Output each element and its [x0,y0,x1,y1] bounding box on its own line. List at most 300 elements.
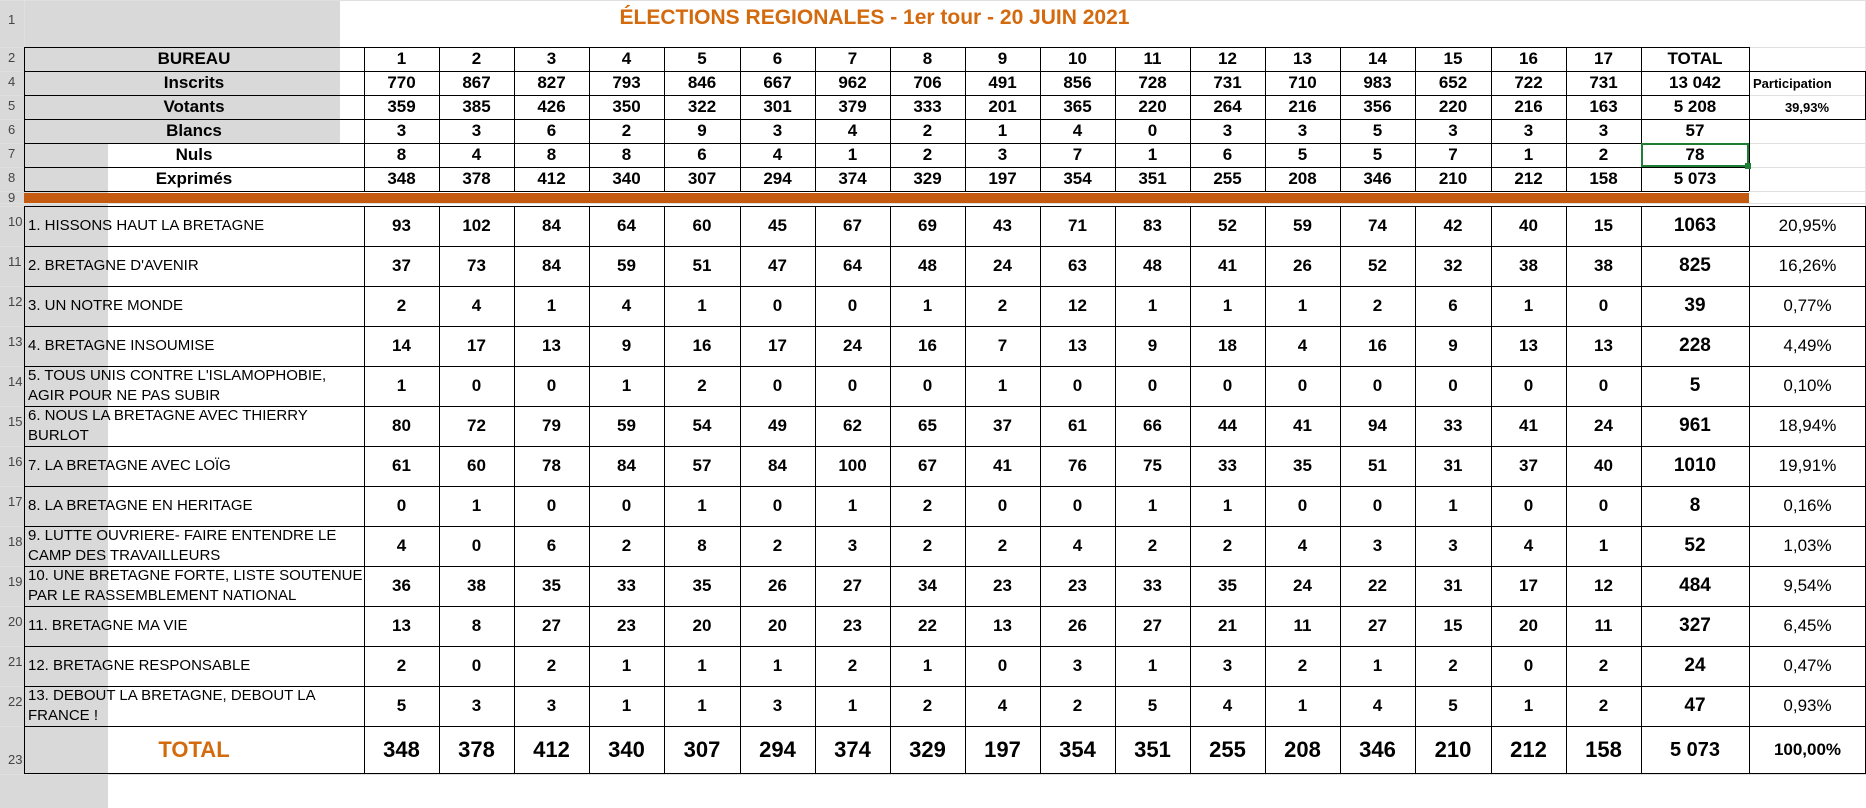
list-cell[interactable]: 0 [922,376,933,395]
header-bureau-number[interactable]: 14 [1368,49,1387,68]
list-cell[interactable]: 32 [1443,256,1463,275]
list-cell[interactable]: 80 [392,416,411,435]
fill-handle[interactable] [1745,163,1751,169]
list-percentage[interactable]: 9,54% [1783,576,1832,595]
list-cell[interactable]: 4 [396,536,407,555]
list-cell[interactable]: 0 [1523,656,1534,675]
list-percentage[interactable]: 16,26% [1778,256,1837,275]
list-cell[interactable]: 79 [542,416,561,435]
list-cell[interactable]: 0 [1598,296,1609,315]
header-bureau-number[interactable]: 4 [621,49,632,68]
stat-cell[interactable]: 4 [772,145,783,164]
stat-cell[interactable]: 3 [1598,121,1609,140]
stat-cell[interactable]: 856 [1063,73,1092,92]
list-label[interactable]: 4. BRETAGNE INSOUMISE [28,337,215,354]
row-number[interactable]: 16 [8,454,23,469]
list-cell[interactable]: 1 [1297,696,1308,715]
list-cell[interactable]: 1 [546,296,557,315]
list-cell[interactable]: 51 [1368,456,1387,475]
list-cell[interactable]: 2 [1448,656,1458,675]
list-cell[interactable]: 0 [1372,496,1383,515]
list-cell[interactable]: 27 [542,616,561,635]
list-cell[interactable]: 1 [1222,496,1233,515]
list-cell[interactable]: 1 [697,696,707,715]
list-cell[interactable]: 16 [692,336,712,355]
list-cell[interactable]: 16 [1368,336,1387,355]
list-cell[interactable]: 0 [1072,376,1083,395]
list-cell[interactable]: 23 [617,616,636,635]
list-cell[interactable]: 13 [1068,336,1087,355]
stat-cell[interactable]: 1 [1523,145,1534,164]
stat-cell[interactable]: 8 [621,145,632,164]
list-cell[interactable]: 2 [546,656,557,675]
list-cell[interactable]: 61 [392,456,411,475]
list-cell[interactable]: 3 [1222,656,1233,675]
list-cell[interactable]: 3 [471,696,482,715]
participation-label[interactable]: Participation [1753,75,1832,91]
list-cell[interactable]: 1 [697,496,707,515]
list-label[interactable]: 6. NOUS LA BRETAGNE AVEC THIERRY BURLOT [28,407,308,444]
stat-cell[interactable]: 3 [1523,121,1534,140]
stat-total[interactable]: 78 [1685,145,1705,164]
list-cell[interactable]: 0 [1222,376,1233,395]
list-total[interactable]: 327 [1679,615,1711,636]
list-cell[interactable]: 0 [1147,376,1158,395]
stat-cell[interactable]: 201 [988,97,1017,116]
list-cell[interactable]: 1 [1297,296,1308,315]
stat-cell[interactable]: 6 [546,121,557,140]
list-cell[interactable]: 1 [621,696,632,715]
stat-cell[interactable]: 385 [462,97,491,116]
header-bureau-number[interactable]: 9 [997,49,1008,68]
header-bureau-number[interactable]: 8 [922,49,933,68]
list-cell[interactable]: 35 [1293,456,1312,475]
grand-total-label[interactable]: TOTAL [158,737,230,762]
list-total[interactable]: 1010 [1673,455,1717,476]
list-cell[interactable]: 0 [1297,496,1308,515]
row-number[interactable]: 12 [8,294,23,309]
list-cell[interactable]: 1 [1147,496,1158,515]
list-cell[interactable]: 2 [1072,696,1083,715]
header-bureau-number[interactable]: 3 [546,49,557,68]
stat-cell[interactable]: 3 [1297,121,1308,140]
list-cell[interactable]: 42 [1443,216,1463,235]
row-number[interactable]: 19 [8,574,23,589]
stat-cell[interactable]: 962 [838,73,867,92]
list-cell[interactable]: 52 [1368,256,1387,275]
list-cell[interactable]: 0 [847,376,858,395]
list-cell[interactable]: 17 [467,336,486,355]
list-total[interactable]: 228 [1679,335,1711,356]
stat-cell[interactable]: 7 [1072,145,1083,164]
list-cell[interactable]: 52 [1218,216,1237,235]
list-cell[interactable]: 26 [768,576,787,595]
list-cell[interactable]: 1 [1147,656,1158,675]
list-cell[interactable]: 4 [1222,696,1233,715]
list-cell[interactable]: 4 [1297,536,1308,555]
list-cell[interactable]: 73 [467,256,486,275]
list-cell[interactable]: 0 [772,376,783,395]
grand-total-cell[interactable]: 197 [984,737,1021,762]
list-label[interactable]: 9. LUTTE OUVRIERE- FAIRE ENTENDRE LE CAMP DES TRAVAILLEURS [28,527,337,564]
list-cell[interactable]: 2 [922,696,933,715]
list-cell[interactable]: 83 [1143,216,1162,235]
list-cell[interactable]: 84 [542,256,561,275]
list-cell[interactable]: 7 [997,336,1008,355]
list-cell[interactable]: 4 [1372,696,1383,715]
header-bureau-label[interactable]: BUREAU [157,49,231,68]
header-bureau-number[interactable]: 6 [772,49,783,68]
stat-cell[interactable]: 379 [838,97,867,116]
row-number[interactable]: 6 [8,122,16,137]
list-cell[interactable]: 26 [1068,616,1087,635]
list-cell[interactable]: 48 [1143,256,1162,275]
list-cell[interactable]: 31 [1443,576,1463,595]
list-total[interactable]: 1063 [1673,215,1717,236]
list-total[interactable]: 8 [1689,495,1701,516]
stat-cell[interactable]: 867 [462,73,491,92]
header-bureau-number[interactable]: 10 [1068,49,1087,68]
list-cell[interactable]: 34 [918,576,937,595]
list-cell[interactable]: 2 [772,536,783,555]
row-number[interactable]: 2 [8,50,16,65]
list-cell[interactable]: 12 [1594,576,1613,595]
list-cell[interactable]: 93 [392,216,411,235]
list-cell[interactable]: 44 [1218,416,1237,435]
list-label[interactable]: 1. HISSONS HAUT LA BRETAGNE [28,217,265,234]
list-label[interactable]: 11. BRETAGNE MA VIE [28,617,188,634]
stat-cell[interactable]: 340 [612,169,641,188]
list-cell[interactable]: 9 [621,336,632,355]
list-cell[interactable]: 1 [1523,696,1534,715]
list-cell[interactable]: 2 [997,296,1008,315]
stat-cell[interactable]: 426 [537,97,566,116]
header-bureau-number[interactable]: 15 [1443,49,1463,68]
list-cell[interactable]: 20 [768,616,787,635]
list-cell[interactable]: 66 [1143,416,1162,435]
row-number[interactable]: 18 [8,534,23,549]
stat-cell[interactable]: 4 [1072,121,1083,140]
row-number[interactable]: 23 [8,752,23,767]
list-cell[interactable]: 41 [1293,416,1312,435]
stat-cell[interactable]: 8 [546,145,557,164]
list-cell[interactable]: 63 [1068,256,1087,275]
list-total[interactable]: 825 [1679,255,1711,276]
row-number[interactable]: 4 [8,74,16,89]
list-cell[interactable]: 3 [546,696,557,715]
stat-total[interactable]: 57 [1685,121,1705,140]
grand-total-sum[interactable]: 5 073 [1669,738,1721,761]
list-percentage[interactable]: 4,49% [1783,336,1832,355]
list-cell[interactable]: 1 [997,376,1008,395]
list-total[interactable]: 39 [1684,295,1706,316]
stat-cell[interactable]: 322 [687,97,717,116]
row-number[interactable]: 20 [8,614,23,629]
grand-total-cell[interactable]: 374 [834,737,871,762]
header-bureau-number[interactable]: 11 [1143,49,1162,68]
grand-total-cell[interactable]: 210 [1434,737,1472,762]
list-percentage[interactable]: 1,03% [1783,536,1832,555]
list-cell[interactable]: 1 [847,496,858,515]
list-cell[interactable]: 3 [1448,536,1458,555]
row-number[interactable]: 13 [8,334,23,349]
list-cell[interactable]: 43 [993,216,1012,235]
grand-total-cell[interactable]: 158 [1585,737,1622,762]
stat-cell[interactable]: 264 [1213,97,1242,116]
list-cell[interactable]: 1 [1598,536,1609,555]
list-cell[interactable]: 15 [1443,616,1463,635]
stat-cell[interactable]: 294 [763,169,792,188]
stat-cell[interactable]: 2 [621,121,632,140]
list-cell[interactable]: 5 [1448,696,1458,715]
list-cell[interactable]: 59 [617,416,636,435]
list-cell[interactable]: 41 [1218,256,1237,275]
list-percentage[interactable]: 0,16% [1783,496,1832,515]
list-cell[interactable]: 0 [772,296,783,315]
list-cell[interactable]: 37 [1519,456,1538,475]
stat-total[interactable]: 13 042 [1669,73,1721,92]
list-cell[interactable]: 45 [768,216,787,235]
row-number[interactable]: 14 [8,374,23,389]
list-cell[interactable]: 13 [993,616,1012,635]
list-cell[interactable]: 20 [1519,616,1538,635]
stat-cell[interactable]: 8 [396,145,407,164]
list-cell[interactable]: 3 [1372,536,1383,555]
list-cell[interactable]: 26 [1293,256,1312,275]
list-label[interactable]: 12. BRETAGNE RESPONSABLE [28,657,251,674]
list-cell[interactable]: 23 [1068,576,1087,595]
list-cell[interactable]: 20 [692,616,712,635]
list-cell[interactable]: 4 [1297,336,1308,355]
header-bureau-number[interactable]: 2 [471,49,482,68]
stat-cell[interactable]: 728 [1138,73,1167,92]
stat-cell[interactable]: 2 [1598,145,1609,164]
header-bureau-number[interactable]: 17 [1594,49,1613,68]
list-cell[interactable]: 18 [1218,336,1237,355]
stat-cell[interactable]: 158 [1589,169,1618,188]
list-cell[interactable]: 67 [918,456,937,475]
stat-cell[interactable]: 374 [838,169,867,188]
stat-cell[interactable]: 3 [471,121,482,140]
stat-cell[interactable]: 3 [1448,121,1458,140]
stat-cell[interactable]: 710 [1288,73,1317,92]
list-label[interactable]: 7. LA BRETAGNE AVEC LOÏG [28,457,231,474]
list-percentage[interactable]: 0,10% [1783,376,1832,395]
list-cell[interactable]: 13 [542,336,561,355]
list-cell[interactable]: 37 [993,416,1012,435]
list-cell[interactable]: 17 [768,336,787,355]
stat-total[interactable]: 5 073 [1673,169,1717,188]
list-cell[interactable]: 49 [768,416,787,435]
row-number[interactable]: 17 [8,494,23,509]
list-cell[interactable]: 1 [396,376,407,395]
list-cell[interactable]: 62 [843,416,862,435]
stat-cell[interactable]: 6 [697,145,707,164]
list-cell[interactable]: 2 [922,496,933,515]
stat-cell[interactable]: 208 [1288,169,1317,188]
list-cell[interactable]: 36 [392,576,411,595]
list-cell[interactable]: 16 [918,336,937,355]
grand-total-cell[interactable]: 348 [383,737,420,762]
list-cell[interactable]: 2 [1222,536,1233,555]
grand-total-cell[interactable]: 212 [1510,737,1547,762]
stat-cell[interactable]: 2 [922,145,933,164]
list-cell[interactable]: 54 [692,416,712,435]
list-cell[interactable]: 23 [993,576,1012,595]
stat-cell[interactable]: 4 [847,121,858,140]
list-cell[interactable]: 0 [471,536,482,555]
list-cell[interactable]: 2 [396,656,407,675]
list-cell[interactable]: 27 [1368,616,1387,635]
stat-cell[interactable]: 163 [1589,97,1618,116]
stat-cell[interactable]: 220 [1138,97,1167,116]
list-cell[interactable]: 22 [918,616,937,635]
stat-cell[interactable]: 5 [1372,121,1383,140]
list-cell[interactable]: 33 [1143,576,1162,595]
stat-cell[interactable]: 3 [772,121,783,140]
stat-label[interactable]: Votants [163,97,225,116]
stat-cell[interactable]: 491 [988,73,1017,92]
list-cell[interactable]: 0 [1523,376,1534,395]
list-cell[interactable]: 1 [772,656,783,675]
list-cell[interactable]: 59 [1293,216,1312,235]
stat-cell[interactable]: 378 [462,169,491,188]
list-cell[interactable]: 1 [922,656,933,675]
stat-cell[interactable]: 365 [1063,97,1092,116]
stat-cell[interactable]: 5 [1297,145,1308,164]
list-cell[interactable]: 47 [768,256,787,275]
row-number[interactable]: 11 [8,254,22,269]
list-cell[interactable]: 0 [1523,496,1534,515]
list-cell[interactable]: 0 [1448,376,1458,395]
list-cell[interactable]: 60 [692,216,712,235]
list-total[interactable]: 5 [1689,375,1701,396]
list-cell[interactable]: 22 [1368,576,1387,595]
list-cell[interactable]: 2 [396,296,407,315]
list-cell[interactable]: 2 [997,536,1008,555]
stat-cell[interactable]: 731 [1213,73,1242,92]
row-number[interactable]: 8 [8,170,16,185]
stat-cell[interactable]: 350 [612,97,641,116]
list-cell[interactable]: 27 [843,576,862,595]
list-cell[interactable]: 48 [918,256,937,275]
list-cell[interactable]: 1 [621,656,632,675]
list-total[interactable]: 52 [1684,535,1706,556]
list-cell[interactable]: 1 [1222,296,1233,315]
list-cell[interactable]: 0 [1072,496,1083,515]
list-cell[interactable]: 75 [1143,456,1162,475]
list-cell[interactable]: 0 [546,376,557,395]
grand-total-cell[interactable]: 354 [1059,737,1096,762]
list-cell[interactable]: 38 [467,576,486,595]
list-cell[interactable]: 2 [1598,656,1609,675]
stat-cell[interactable]: 5 [1372,145,1383,164]
stat-total[interactable]: 5 208 [1673,97,1717,116]
list-cell[interactable]: 41 [1519,416,1538,435]
list-cell[interactable]: 31 [1443,456,1463,475]
list-cell[interactable]: 14 [392,336,411,355]
grand-total-cell[interactable]: 329 [909,737,946,762]
list-cell[interactable]: 13 [1519,336,1538,355]
stat-cell[interactable]: 3 [997,145,1008,164]
stat-cell[interactable]: 846 [687,73,717,92]
grand-total-cell[interactable]: 307 [683,737,721,762]
row-number[interactable]: 22 [8,694,23,709]
list-cell[interactable]: 0 [1297,376,1308,395]
row-number[interactable]: 15 [8,414,23,429]
list-cell[interactable]: 9 [1448,336,1458,355]
list-cell[interactable]: 71 [1068,216,1087,235]
list-cell[interactable]: 4 [1523,536,1534,555]
grand-total-cell[interactable]: 351 [1134,737,1171,762]
stat-cell[interactable]: 983 [1363,73,1392,92]
list-cell[interactable]: 1 [847,696,858,715]
list-cell[interactable]: 38 [1519,256,1538,275]
list-cell[interactable]: 40 [1519,216,1538,235]
list-cell[interactable]: 102 [462,216,491,235]
list-cell[interactable]: 0 [1598,496,1609,515]
stat-cell[interactable]: 667 [763,73,792,92]
list-cell[interactable]: 76 [1068,456,1087,475]
stat-cell[interactable]: 3 [396,121,407,140]
list-cell[interactable]: 33 [1218,456,1237,475]
stat-cell[interactable]: 706 [913,73,942,92]
list-cell[interactable]: 0 [396,496,407,515]
list-cell[interactable]: 2 [1297,656,1308,675]
stat-cell[interactable]: 793 [612,73,641,92]
list-cell[interactable]: 8 [471,616,482,635]
list-cell[interactable]: 3 [847,536,858,555]
list-label[interactable]: 5. TOUS UNIS CONTRE L'ISLAMOPHOBIE, AGIR POUR NE PAS SUBIR [28,367,327,404]
list-cell[interactable]: 24 [1293,576,1312,595]
header-bureau-number[interactable]: 7 [847,49,858,68]
list-cell[interactable]: 11 [1594,616,1613,635]
list-cell[interactable]: 13 [1594,336,1613,355]
list-label[interactable]: 3. UN NOTRE MONDE [28,297,184,314]
list-cell[interactable]: 1 [621,376,632,395]
list-cell[interactable]: 60 [467,456,486,475]
grand-total-cell[interactable]: 255 [1209,737,1246,762]
list-cell[interactable]: 4 [621,296,632,315]
list-cell[interactable]: 5 [1147,696,1158,715]
list-percentage[interactable]: 0,77% [1783,296,1832,315]
list-cell[interactable]: 13 [392,616,411,635]
grand-total-cell[interactable]: 378 [458,737,495,762]
list-cell[interactable]: 0 [621,496,632,515]
stat-cell[interactable]: 301 [763,97,792,116]
stat-cell[interactable]: 216 [1514,97,1543,116]
list-cell[interactable]: 69 [918,216,937,235]
list-cell[interactable]: 24 [1594,416,1613,435]
list-cell[interactable]: 72 [467,416,486,435]
list-cell[interactable]: 0 [1598,376,1609,395]
stat-cell[interactable]: 827 [537,73,566,92]
list-cell[interactable]: 12 [1068,296,1087,315]
list-cell[interactable]: 24 [993,256,1012,275]
stat-cell[interactable]: 348 [387,169,416,188]
list-cell[interactable]: 38 [1594,256,1613,275]
grand-total-cell[interactable]: 208 [1284,737,1321,762]
list-cell[interactable]: 1 [697,296,707,315]
list-cell[interactable]: 6 [546,536,557,555]
list-cell[interactable]: 57 [692,456,712,475]
list-cell[interactable]: 1 [1523,296,1534,315]
list-label[interactable]: 10. UNE BRETAGNE FORTE, LISTE SOUTENUE PAR LE RASSEMBLEMENT NATIONAL [28,567,363,604]
list-cell[interactable]: 33 [617,576,636,595]
stat-cell[interactable]: 9 [697,121,707,140]
list-cell[interactable]: 4 [997,696,1008,715]
list-cell[interactable]: 11 [1293,616,1312,635]
